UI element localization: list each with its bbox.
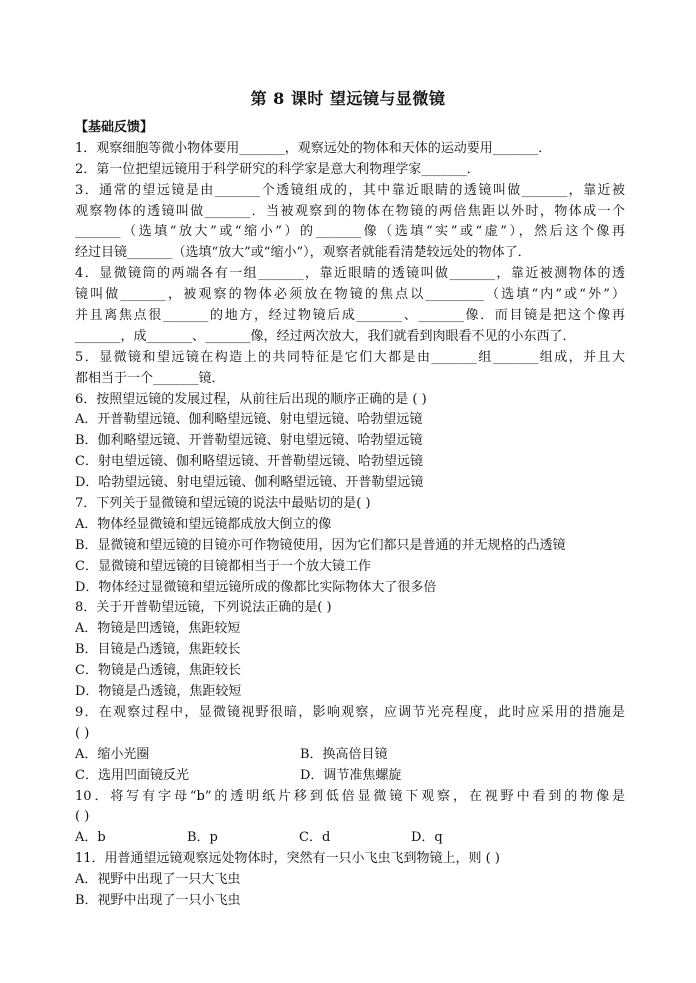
- q6-option-d: D．哈勃望远镜、射电望远镜、伽利略望远镜、开普勒望远镜: [75, 475, 424, 491]
- q8-option-a: A．物镜是凹透镜，焦距较短: [75, 621, 241, 637]
- q7-option-c: C．显微镜和望远镜的目镜都相当于一个放大镜工作: [75, 558, 371, 574]
- q4-line-4: _______，成_______、_______像，经过两次放大，我们就看到肉眼看不见的小东西了．: [75, 328, 576, 344]
- q4-line-3: 并且离焦点很_______的地方，经过物镜后成_______、_______像．而目镜是把这个像再: [75, 308, 625, 324]
- q4-line-2: 镜叫做_______，被观察的物体必须放在物镜的焦点以_________（选填“内”或“外”）: [75, 287, 625, 303]
- q10-option-b: B．p: [187, 830, 218, 846]
- q3-line-4: 经过目镜_______（选填“放大”或“缩小”），观察者就能看清楚较远处的物体了．: [75, 245, 531, 261]
- q7-stem: 7．下列关于显微镜和望远镜的说法中最贴切的是( ): [75, 496, 371, 512]
- q5-line-2: 都相当于一个_______镜．: [75, 370, 225, 386]
- q6-option-a: A．开普勒望远镜、伽利略望远镜、射电望远镜、哈勃望远镜: [75, 412, 423, 428]
- q10-option-a: A．b: [75, 830, 106, 846]
- q6-stem: 6．按照望远镜的发展过程，从前往后出现的顺序正确的是 ( ): [75, 391, 427, 407]
- q2-line: 2．第一位把望远镜用于科学研究的科学家是意大利物理学家_______．: [75, 161, 480, 177]
- q9-option-c: C．选用凹面镜反光: [75, 767, 189, 783]
- q3-line-1: 3．通常的望远镜是由_______个透镜组成的，其中靠近眼睛的透镜叫做_______，靠近被: [75, 182, 625, 198]
- q3-line-2: 观察物体的透镜叫做_______．当被观察到的物体在物镜的两倍焦距以外时，物体成一个: [75, 203, 625, 219]
- q9-option-a: A．缩小光圈: [75, 746, 150, 762]
- q10-option-d: D．q: [411, 830, 443, 846]
- q5-line-1: 5．显微镜和望远镜在构造上的共同特征是它们大都是由_______组_______组成，并且大: [75, 349, 625, 365]
- q8-stem: 8．关于开普勒望远镜，下列说法正确的是( ): [75, 600, 332, 616]
- q9-options-row-2: [75, 766, 625, 787]
- q9-option-d: D．调节准焦螺旋: [300, 767, 402, 783]
- q7-option-b: B．显微镜和望远镜的目镜亦可作物镜使用，因为它们都只是普通的并无规格的凸透镜: [75, 537, 566, 553]
- q6-option-c: C．射电望远镜、伽利略望远镜、开普勒望远镜、哈勃望远镜: [75, 454, 423, 470]
- q7-option-d: D．物体经过显微镜和望远镜所成的像都比实际物体大了很多倍: [75, 579, 437, 595]
- q11-stem: 11．用普通望远镜观察远处物体时，突然有一只小飞虫飞到物镜上，则 ( ): [75, 851, 500, 867]
- q10-options-row: [75, 828, 625, 849]
- q1-line: 1．观察细胞等微小物体要用_______，观察远处的物体和天体的运动要用_______．: [75, 140, 552, 156]
- q11-option-b: B．视野中出现了一只小飞虫: [75, 892, 241, 908]
- worksheet-content: [75, 118, 625, 912]
- q9-bracket: ( ): [75, 725, 90, 741]
- q4-line-1: 4．显微镜筒的两端各有一组_______，靠近眼睛的透镜叫做_______，靠近被测物体的透: [75, 266, 625, 282]
- q10-bracket: ( ): [75, 809, 90, 825]
- section-heading: 【基础反馈】: [75, 120, 154, 135]
- q8-option-c: C．物镜是凸透镜，焦距较长: [75, 663, 241, 679]
- page-title: 第 8 课时 望远镜与显微镜: [250, 89, 446, 108]
- q8-option-d: D．物镜是凸透镜，焦距较短: [75, 684, 242, 700]
- q10-stem: 10．将写有字母“b”的透明纸片移到低倍显微镜下观察，在视野中看到的物像是: [75, 788, 625, 804]
- q9-option-b: B．换高倍目镜: [300, 746, 388, 762]
- q11-option-a: A．视野中出现了一只大飞虫: [75, 872, 241, 888]
- q6-option-b: B．伽利略望远镜、开普勒望远镜、射电望远镜、哈勃望远镜: [75, 433, 423, 449]
- q10-option-c: C．d: [299, 830, 331, 846]
- q3-line-3: _______（选填“放大”或“缩小”）的_______像（选填“实”或“虚”），然后这个像再: [75, 224, 625, 240]
- q9-stem: 9．在观察过程中，显微镜视野很暗，影响观察，应调节光亮程度，此时应采用的措施是: [75, 704, 625, 720]
- q7-option-a: A．物体经显微镜和望远镜都成放大倒立的像: [75, 516, 332, 532]
- q8-option-b: B．目镜是凸透镜，焦距较长: [75, 642, 241, 658]
- q9-options-row-1: [75, 745, 625, 766]
